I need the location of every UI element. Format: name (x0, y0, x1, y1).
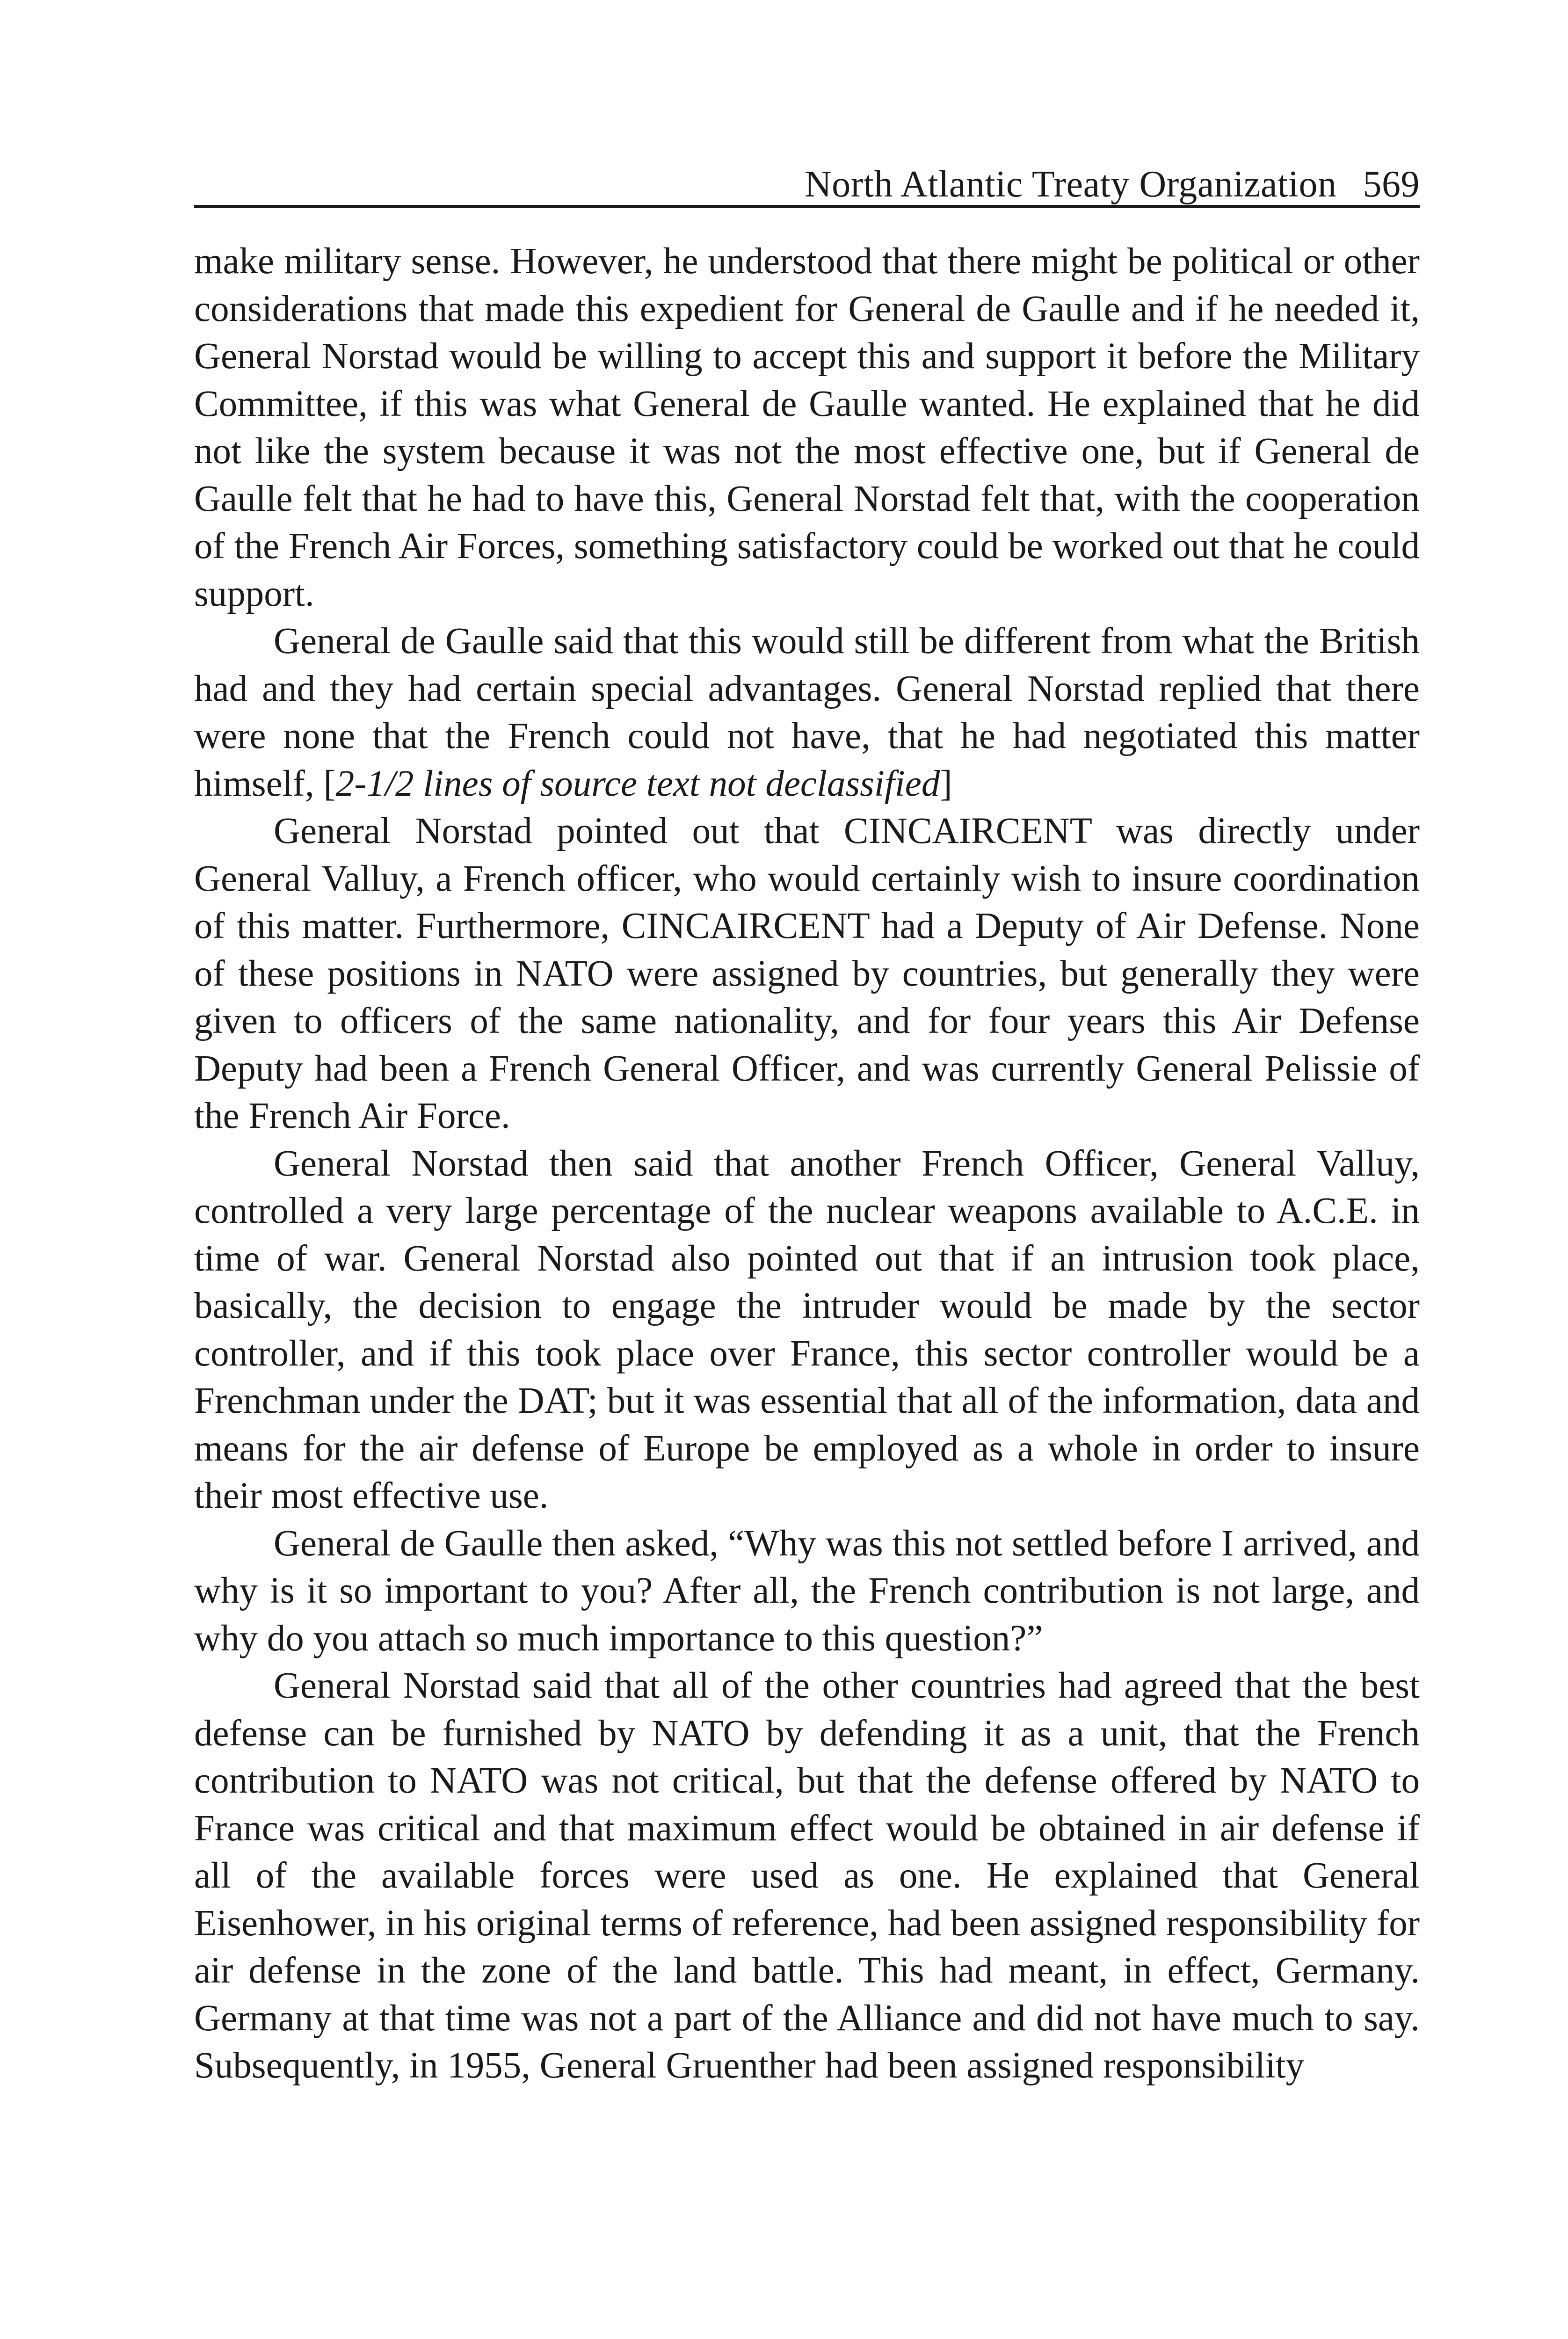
editorial-bracket-open: [ (323, 763, 336, 804)
running-header (194, 150, 1420, 206)
header-rule (194, 205, 1420, 208)
editorial-note: 2-1/2 lines of source text not declassified (335, 763, 940, 804)
body-text (194, 238, 1420, 2090)
paragraph-2-text: General de Gaulle said that this would still be different from what the British had and they had certain special advantages. General Norstad replied that there were none that the French could not have, that he had negotiated this matter himself, (194, 621, 1420, 804)
paragraph-1: make military sense. However, he understood that there might be political or other considerations that made this expedient for General de Gaulle and if he needed it, General Norstad would be willing to accept this and support it before the Military Committee, if this was what General de Gaulle wanted. He explained that he did not like the system because it was not the most effective one, but if General de Gaulle felt that he had to have this, General Norstad felt that, with the cooperation of the French Air Forces, something satisfactory could be worked out that he could support. (194, 241, 1420, 614)
page-number: 569 (1363, 164, 1420, 205)
running-title: North Atlantic Treaty Organization (804, 164, 1337, 205)
editorial-bracket-close: ] (940, 763, 952, 804)
paragraph-3: General Norstad pointed out that CINCAIRCENT was directly under General Valluy, a French officer, who would certainly wish to insure coordination of this matter. Furthermore, CINCAIRCENT had a Deputy of Air Defense. None of these positions in NATO were assigned by countries, but generally they were given to officers of the same nationality, and for four years this Air Defense Deputy had been a French General Officer, and was currently General Pelissie of the French Air Force. (194, 811, 1420, 1136)
paragraph-2 (194, 617, 1420, 807)
paragraph-5: General de Gaulle then asked, “Why was this not settled before I arrived, and why is it so important to you? After all, the French contribution is not large, and why do you attach so much importance to this question?” (194, 1523, 1420, 1659)
paragraph-4: General Norstad then said that another French Officer, General Valluy, controlled a very large percentage of the nuclear weapons available to A.C.E. in time of war. General Norstad also pointed out that if an intrusion took place, basically, the decision to engage the intruder would be made by the sector controller, and if this took place over France, this sector controller would be a Frenchman under the DAT; but it was essential that all of the information, data and means for the air defense of Europe be employed as a whole in order to insure their most effective use. (194, 1143, 1420, 1516)
paragraph-6: General Norstad said that all of the other countries had agreed that the best defense can be furnished by NATO by defending it as a unit, that the French contribution to NATO was not critical, but that the defense offered by NATO to France was critical and that maximum effect would be obtained in air defense if all of the available forces were used as one. He explained that General Eisenhower, in his original terms of reference, had been assigned responsibility for air defense in the zone of the land battle. This had meant, in effect, Germany. Germany at that time was not a part of the Alliance and did not have much to say. Subsequently, in 1955, General Gruenther had been assigned responsibility (194, 1665, 1420, 2086)
